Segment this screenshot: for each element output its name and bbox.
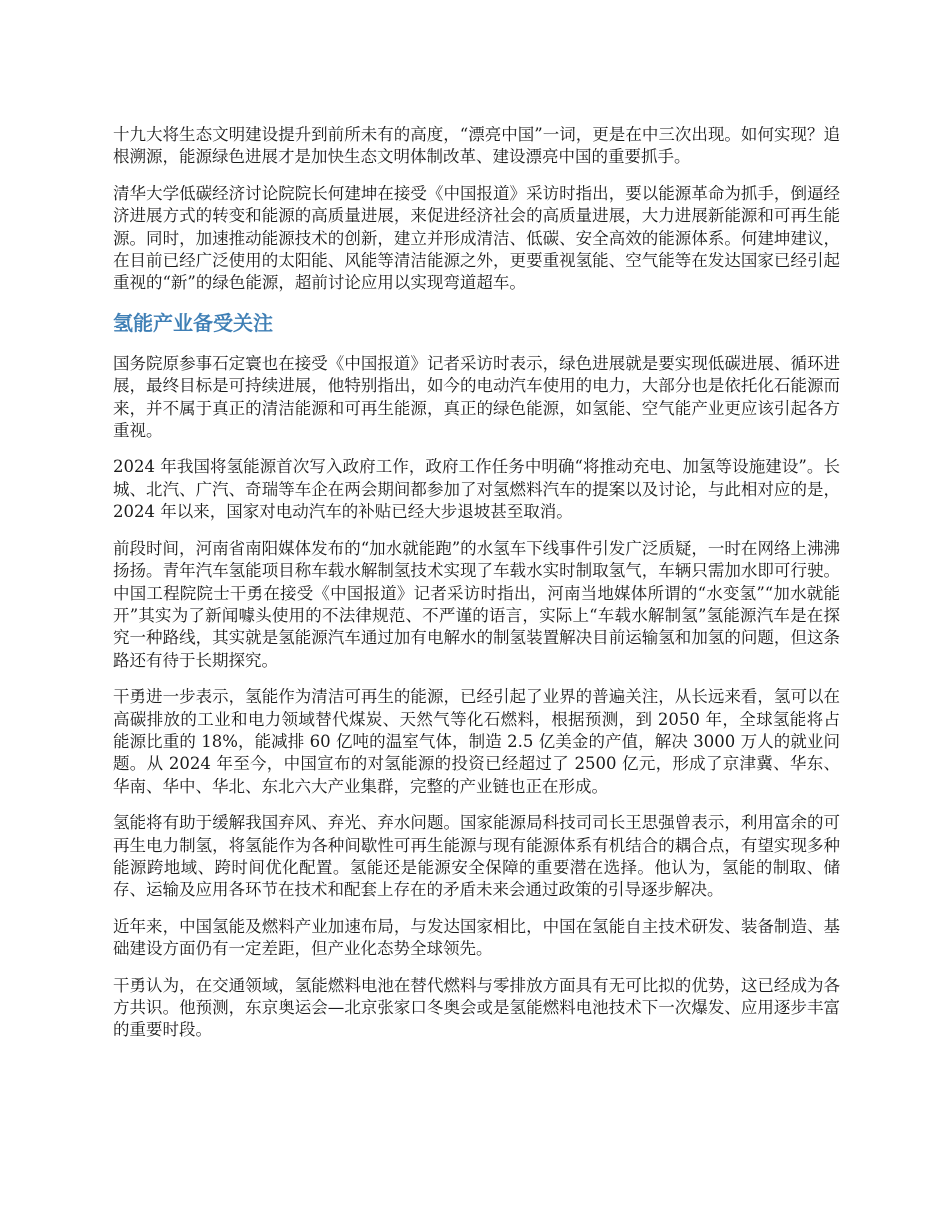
section-paragraph-4: 干勇进一步表示，氢能作为清洁可再生的能源，已经引起了业界的普遍关注，从长远来看，氢可以在高碳排放的工业和电力领域替代煤炭、天然气等化石燃料，根据预测，到 2050 年，全球氢能将占能源比重的 18%，能减排 60 亿吨的温室气体，制造 2.5 亿美金的产值，解决 3000 万人的就业问题。从 2024 年至今，中国宣布的对氢能源的投资已经超过了 2500 亿元，形成了京津冀、华东、华南、华中、华北、东北六大产业集群，完整的产业链也正在形成。 — [113, 687, 840, 796]
section-paragraph-6: 近年来，中国氢能及燃料产业加速布局，与发达国家相比，中国在氢能自主技术研发、装备制造、基础建设方面仍有一定差距，但产业化态势全球领先。 — [113, 916, 840, 959]
intro-paragraph-2: 清华大学低碳经济讨论院院长何建坤在接受《中国报道》采访时指出，要以能源革命为抓手，倒逼经济进展方式的转变和能源的高质量进展，来促进经济社会的高质量进展，大力进展新能源和可再生能源。同时，加速推动能源技术的创新，建立并形成清洁、低碳、安全高效的能源体系。何建坤建议，在目前已经广泛使用的太阳能、风能等清洁能源之外，更要重视氢能、空气能等在发达国家已经引起重视的“新”的绿色能源，超前讨论应用以实现弯道超车。 — [113, 183, 840, 293]
article-body — [113, 124, 840, 1056]
section-paragraph-5: 氢能将有助于缓解我国弃风、弃光、弃水问题。国家能源局科技司司长王思强曾表示，利用富余的可再生电力制氢，将氢能作为各种间歇性可再生能源与现有能源体系有机结合的耦合点，有望实现多种能源跨地域、跨时间优化配置。氢能还是能源安全保障的重要潜在选择。他认为，氢能的制取、储存、运输及应用各环节在技术和配套上存在的矛盾未来会通过政策的引导逐步解决。 — [113, 813, 840, 900]
section-paragraph-7: 干勇认为，在交通领域，氢能燃料电池在替代燃料与零排放方面具有无可比拟的优势，这已经成为各方共识。他预测，东京奥运会—北京张家口冬奥会或是氢能燃料电池技术下一次爆发、应用逐步丰富的重要时段。 — [113, 975, 840, 1040]
section-paragraph-2: 2024 年我国将氢能源首次写入政府工作，政府工作任务中明确“将推动充电、加氢等设施建设”。长城、北汽、广汽、奇瑞等车企在两会期间都参加了对氢燃料汽车的提案以及讨论，与此相对应的是，2024 年以来，国家对电动汽车的补贴已经大步退坡甚至取消。 — [113, 457, 840, 522]
intro-paragraph-1: 十九大将生态文明建设提升到前所未有的高度，“漂亮中国”一词，更是在中三次出现。如何实现？追根溯源，能源绿色进展才是加快生态文明体制改革、建设漂亮中国的重要抓手。 — [113, 125, 840, 167]
section-paragraph-1: 国务院原参事石定寰也在接受《中国报道》记者采访时表示，绿色进展就是要实现低碳进展、循环进展，最终目标是可持续进展，他特别指出，如今的电动汽车使用的电力，大部分也是依托化石能源而来，并不属于真正的清洁能源和可再生能源，真正的绿色能源，如氢能、空气能产业更应该引起各方重视。 — [113, 353, 840, 441]
section-paragraph-3: 前段时间，河南省南阳媒体发布的“加水就能跑”的水氢车下线事件引发广泛质疑，一时在网络上沸沸扬扬。青年汽车氢能项目称车载水解制氢技术实现了车载水实时制取氢气，车辆只需加水即可行驶。中国工程院院士干勇在接受《中国报道》记者采访时指出，河南当地媒体所谓的“水变氢”“加水就能开”其实为了新闻噱头使用的不法律规范、不严谨的语言，实际上“车载水解制氢”氢能源汽车是在探究一种路线，其实就是氢能源汽车通过加有电解水的制氢装置解决目前运输氢和加氢的问题，但这条路还有待于长期探究。 — [113, 538, 840, 670]
section-heading: 氢能产业备受关注 — [113, 310, 273, 335]
